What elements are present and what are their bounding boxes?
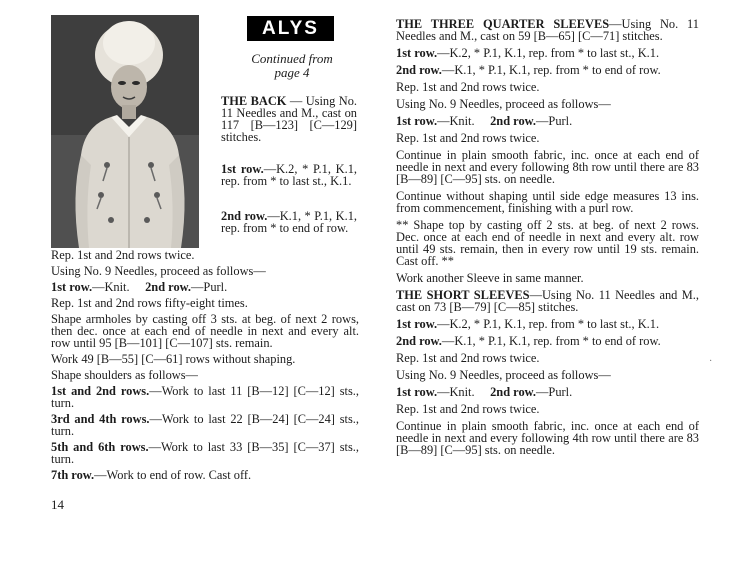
instruction-label: 1st row. <box>51 280 93 294</box>
continued-line-1: Continued from <box>251 51 333 66</box>
instruction-label: 2nd row. <box>490 114 537 128</box>
instruction-text: —Knit. <box>437 385 475 399</box>
instruction-text: Rep. 1st and 2nd rows twice. <box>396 402 540 416</box>
instruction-paragraph <box>51 281 359 293</box>
instruction-paragraph <box>51 413 359 437</box>
instruction-text: Using No. 9 Needles, proceed as follows— <box>51 264 266 278</box>
instruction-text: —Work to last 22 [B—24] [C—24] sts., turn. <box>51 412 359 438</box>
instruction-paragraph <box>396 64 699 76</box>
instruction-text: Rep. 1st and 2nd rows twice. <box>51 248 195 262</box>
left-column-instructions <box>51 249 359 485</box>
instruction-paragraph <box>396 318 699 330</box>
instruction-text: Work 49 [B—55] [C—61] rows without shaping. <box>51 352 296 366</box>
instruction-label: 3rd and 4th rows. <box>51 412 150 426</box>
instruction-text: Shape armholes by casting off 3 sts. at beg. of next 2 rows, then dec. once at each end of needle in next and every alt. row until 95 [B—101] [C—107] sts. remain. <box>51 312 359 350</box>
instruction-text: —K.1, * P.1, K.1, rep. from * to end of row. <box>441 63 661 77</box>
instruction-text: Work another Sleeve in same manner. <box>396 271 584 285</box>
instruction-text: —Work to end of row. Cast off. <box>94 468 252 482</box>
page-number: 14 <box>51 497 64 512</box>
instruction-paragraph <box>396 98 699 110</box>
back-intro-paragraph <box>221 95 357 143</box>
back-intro-text: — Using No. 11 Needles and M., cast on 117 [B—123] [C—129] stitches. <box>221 94 357 144</box>
instruction-paragraph <box>396 403 699 415</box>
model-photo-drawing <box>51 15 199 248</box>
instruction-label: 2nd row. <box>396 63 442 77</box>
continued-note <box>222 52 362 80</box>
instruction-text: —Purl. <box>191 280 228 294</box>
back-row-1-label: 1st row. <box>221 162 264 176</box>
instruction-label: 1st row. <box>396 46 438 60</box>
back-row-2-label: 2nd row. <box>221 209 268 223</box>
instruction-text: —Purl. <box>536 114 573 128</box>
instruction-paragraph <box>396 352 699 364</box>
instruction-label: 2nd row. <box>396 334 442 348</box>
instruction-paragraph <box>396 149 699 185</box>
instruction-text: —K.1, * P.1, K.1, rep. from * to end of row. <box>441 334 661 348</box>
instruction-text: —Knit. <box>437 114 475 128</box>
instruction-text: —Knit. <box>92 280 130 294</box>
pattern-name-badge: ALYS <box>247 16 334 41</box>
instruction-label: 7th row. <box>51 468 95 482</box>
instruction-paragraph <box>396 272 699 284</box>
instruction-paragraph <box>51 369 359 381</box>
instruction-label: 2nd row. <box>145 280 192 294</box>
instruction-paragraph <box>51 265 359 277</box>
back-row-1 <box>221 163 357 187</box>
instruction-paragraph <box>396 386 699 398</box>
instruction-paragraph <box>51 249 359 261</box>
model-photo <box>51 15 199 248</box>
instruction-paragraph <box>396 335 699 347</box>
instruction-paragraph <box>396 115 699 127</box>
instruction-text: —Work to last 11 [B—12] [C—12] sts., turn. <box>51 384 359 410</box>
print-speck: · <box>709 356 713 367</box>
instruction-paragraph <box>396 219 699 267</box>
back-row-1-text: —K.2, * P.1, K.1, rep. from * to last st., K.1. <box>221 162 357 188</box>
instruction-text: Rep. 1st and 2nd rows twice. <box>396 351 540 365</box>
instruction-paragraph <box>396 132 699 144</box>
instruction-paragraph <box>51 353 359 365</box>
instruction-label: THE THREE QUARTER SLEEVES <box>396 17 610 31</box>
instruction-text: —Using No. 11 Needles and M., cast on 59 [B—65] [C—71] stitches. <box>396 17 699 43</box>
instruction-text: Rep. 1st and 2nd rows twice. <box>396 80 540 94</box>
instruction-paragraph <box>396 420 699 456</box>
instruction-paragraph <box>51 385 359 409</box>
right-column-instructions <box>396 18 699 461</box>
instruction-paragraph <box>51 297 359 309</box>
instruction-text: Using No. 9 Needles, proceed as follows— <box>396 97 611 111</box>
instruction-text: —K.2, * P.1, K.1, rep. from * to last st., K.1. <box>437 317 660 331</box>
instruction-text: —Work to last 33 [B—35] [C—37] sts., turn. <box>51 440 359 466</box>
instruction-text: Continue in plain smooth fabric, inc. once at each end of needle in next and every following 4th row until there are 83 [B—89] [C—95] sts. on needle. <box>396 419 699 457</box>
instruction-paragraph <box>396 81 699 93</box>
instruction-label: 5th and 6th rows. <box>51 440 149 454</box>
instruction-text: Using No. 9 Needles, proceed as follows— <box>396 368 611 382</box>
instruction-paragraph <box>51 441 359 465</box>
instruction-text: Rep. 1st and 2nd rows fifty-eight times. <box>51 296 248 310</box>
instruction-label: 1st row. <box>396 114 438 128</box>
instruction-paragraph <box>51 313 359 349</box>
instruction-text: —Using No. 11 Needles and M., cast on 73 [B—79] [C—85] stitches. <box>396 288 699 314</box>
instruction-paragraph <box>396 47 699 59</box>
instruction-label: 2nd row. <box>490 385 537 399</box>
back-row-2-text: —K.1, * P.1, K.1, rep. from * to end of row. <box>221 209 357 235</box>
instruction-text: ** Shape top by casting off 2 sts. at beg. of next 2 rows. Dec. once at each end of needle in next and every alt. row until 49 sts. remain, then in every row until 19 sts. remain. Cast off. ** <box>396 218 699 268</box>
instruction-label: THE SHORT SLEEVES <box>396 288 530 302</box>
instruction-text: Shape shoulders as follows— <box>51 368 198 382</box>
instruction-paragraph <box>396 369 699 381</box>
back-row-2 <box>221 210 357 234</box>
instruction-paragraph <box>396 289 699 313</box>
instruction-paragraph <box>396 190 699 214</box>
instruction-label: 1st row. <box>396 385 438 399</box>
instruction-text: —Purl. <box>536 385 573 399</box>
instruction-label: 1st and 2nd rows. <box>51 384 150 398</box>
instruction-label: 1st row. <box>396 317 438 331</box>
instruction-text: Continue in plain smooth fabric, inc. once at each end of needle in next and every following 8th row until there are 83 [B—89] [C—95] sts. on needle. <box>396 148 699 186</box>
back-heading: THE BACK <box>221 94 287 108</box>
instruction-paragraph <box>396 18 699 42</box>
continued-line-2: page 4 <box>274 65 310 80</box>
instruction-text: Continue without shaping until side edge measures 13 ins. from commencement, finishing with a purl row. <box>396 189 699 215</box>
instruction-paragraph <box>51 469 359 481</box>
instruction-text: —K.2, * P.1, K.1, rep. from * to last st., K.1. <box>437 46 660 60</box>
instruction-text: Rep. 1st and 2nd rows twice. <box>396 131 540 145</box>
